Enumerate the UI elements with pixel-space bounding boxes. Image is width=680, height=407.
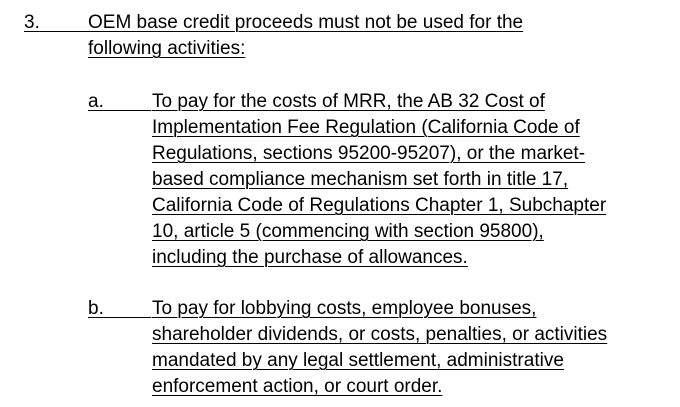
- item-b-line-3: mandated by any legal settlement, administrative: [152, 350, 564, 371]
- item-a-line-4: based compliance mechanism set forth in title 17,: [152, 169, 569, 190]
- item-a-line-2: Implementation Fee Regulation (California Code of: [152, 117, 580, 138]
- item-a-line-3: Regulations, sections 95200-95207), or the market-: [152, 143, 586, 164]
- item-a-line-5: California Code of Regulations Chapter 1, Subchapter: [152, 195, 607, 216]
- item-b-line-4: enforcement action, or court order.: [152, 376, 443, 397]
- item-b-line-2: shareholder dividends, or costs, penalties, or activities: [152, 324, 608, 345]
- item-a-line-1: To pay for the costs of MRR, the AB 32 Cost of: [152, 91, 545, 112]
- item-3-line-2: following activities:: [88, 38, 246, 59]
- item-a-marker: a.: [88, 91, 104, 112]
- item-a-line-7: including the purchase of allowances.: [152, 247, 468, 268]
- item-3-marker: 3.: [24, 12, 40, 33]
- item-a-line-6: 10, article 5 (commencing with section 95800),: [152, 221, 544, 242]
- item-b-marker: b.: [88, 298, 104, 319]
- item-3-line-1: OEM base credit proceeds must not be used for the: [88, 12, 524, 33]
- item-b-line-1: To pay for lobbying costs, employee bonuses,: [152, 298, 537, 319]
